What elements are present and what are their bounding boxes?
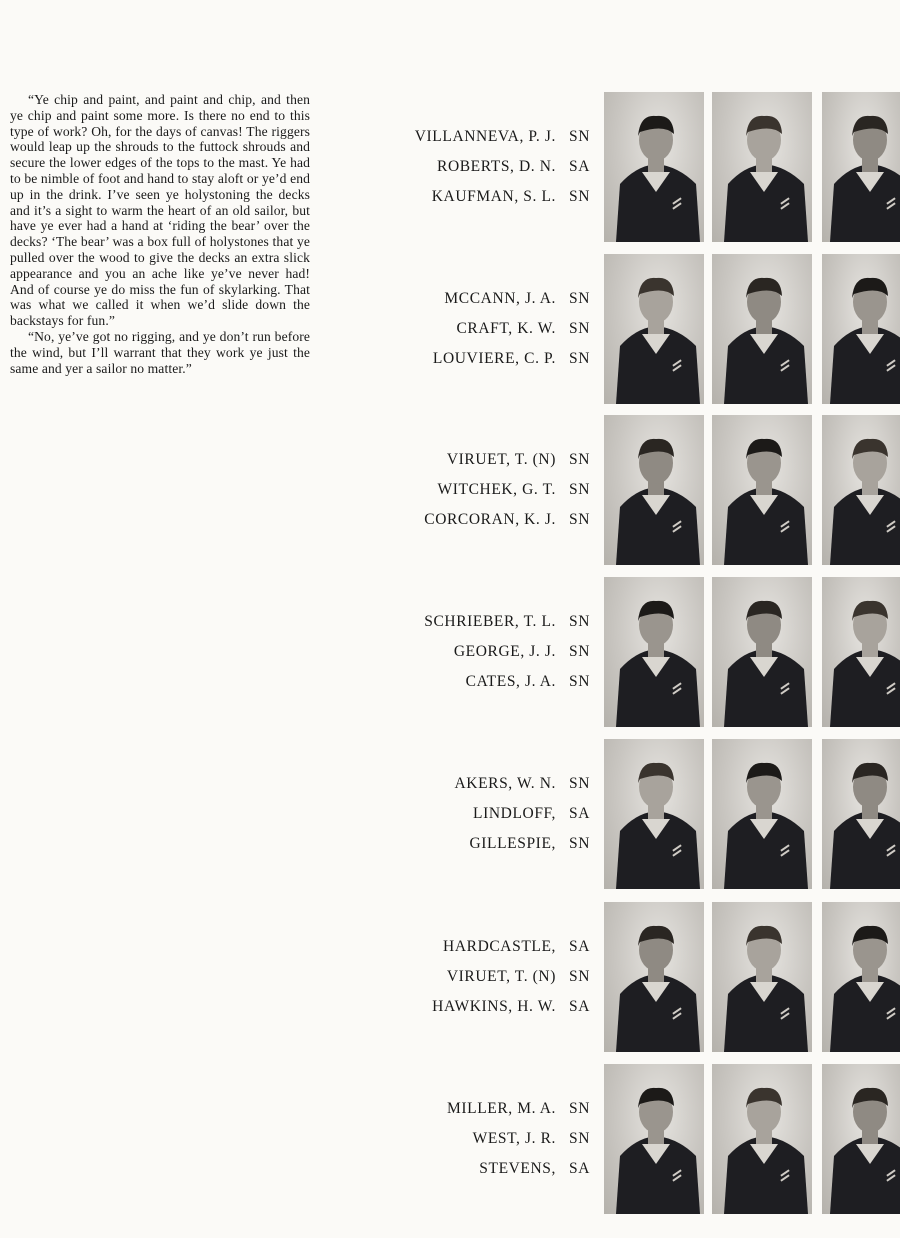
roster-row	[432, 188, 590, 218]
name-list	[350, 1064, 590, 1214]
sailor-name: GILLESPIE,	[469, 835, 556, 852]
sailor-portrait-photo	[822, 92, 900, 242]
name-list	[350, 415, 590, 565]
sailor-rank: SN	[568, 643, 590, 660]
sailor-portrait-photo	[712, 254, 812, 404]
sailor-name: WEST, J. R.	[472, 1130, 556, 1147]
roster-row	[454, 775, 590, 805]
sailor-portrait-photo	[604, 254, 704, 404]
roster-row	[415, 128, 590, 158]
sailor-portrait-photo	[712, 92, 812, 242]
sailor-rank: SN	[568, 290, 590, 307]
roster-row	[438, 481, 590, 511]
sailor-name: VILLANNEVA, P. J.	[414, 128, 556, 145]
sailor-rank: SA	[568, 1160, 590, 1177]
sailor-rank: SN	[568, 673, 590, 690]
sailor-rank: SN	[568, 451, 590, 468]
sailor-name: VIRUET, T. (N)	[446, 968, 556, 985]
sailor-rank: SA	[568, 158, 590, 175]
sailor-name: VIRUET, T. (N)	[446, 451, 556, 468]
sailor-rank: SN	[568, 481, 590, 498]
roster-group	[350, 415, 900, 565]
roster-row	[447, 968, 590, 998]
story-text	[10, 92, 310, 376]
sailor-portrait-photo	[822, 577, 900, 727]
roster-row	[454, 643, 590, 673]
sailor-portrait-photo	[822, 415, 900, 565]
sailor-name: LOUVIERE, C. P.	[432, 350, 556, 367]
story-paragraph-2: “No, ye’ve got no rigging, and ye don’t run before the wind, but I’ll warrant that they work ye just the same and yer a sailor no matter.”	[10, 328, 310, 376]
sailor-rank: SN	[568, 320, 590, 337]
sailor-rank: SN	[568, 1130, 590, 1147]
name-list	[350, 92, 590, 242]
sailor-portrait-photo	[712, 577, 812, 727]
sailor-rank: SN	[568, 350, 590, 367]
sailor-name: CATES, J. A.	[465, 673, 556, 690]
sailor-name: MILLER, M. A.	[447, 1100, 556, 1117]
sailor-portrait-photo	[604, 739, 704, 889]
sailor-portrait-photo	[604, 92, 704, 242]
name-list	[350, 739, 590, 889]
name-list	[350, 902, 590, 1052]
roster-group	[350, 1064, 900, 1214]
sailor-portrait-photo	[712, 415, 812, 565]
story-paragraph-1: “Ye chip and paint, and paint and chip, and then ye chip and paint some more. Is there no end to this type of work? Oh, for the days of canvas! The riggers would leap up the shrouds to the futtock shrouds and secure the lower edges of the tops to the mast. Ye had to be nimble of foot and hand to stay aloft or ye’d end up in the drink. I’ve seen ye holystoning the decks and it’s a sight to warm the heart of an old sailor, but have ye ever had a hand at ‘riding the bear’ over the decks? ‘The bear’ was a box full of holystones that ye pulled over the wood to give the decks an extra slick appearance and you an ache like ye’ve never had! And of course ye do miss the fun of skylarking. That was what we called it when we’d slide down the backstays for fun.”	[10, 92, 310, 329]
sailor-name: CRAFT, K. W.	[456, 320, 556, 337]
sailor-rank: SN	[568, 1100, 590, 1117]
sailor-name: AKERS, W. N.	[454, 775, 556, 792]
name-list	[350, 577, 590, 727]
roster-group	[350, 739, 900, 889]
sailor-rank: SA	[568, 998, 590, 1015]
sailor-rank: SA	[568, 938, 590, 955]
roster-row	[437, 158, 590, 188]
sailor-portrait-photo	[604, 577, 704, 727]
roster-row	[447, 1100, 590, 1130]
roster-row	[473, 1130, 590, 1160]
sailor-rank: SN	[568, 775, 590, 792]
sailor-portrait-photo	[712, 1064, 812, 1214]
sailor-rank: SN	[568, 835, 590, 852]
roster-row	[456, 320, 590, 350]
roster-row	[469, 835, 590, 865]
sailor-portrait-photo	[604, 415, 704, 565]
sailor-name: KAUFMAN, S. L.	[431, 188, 556, 205]
sailor-name: HARDCASTLE,	[443, 938, 556, 955]
sailor-name: HAWKINS, H. W.	[432, 998, 556, 1015]
sailor-portrait-photo	[822, 739, 900, 889]
roster-row	[466, 673, 590, 703]
sailor-rank: SA	[568, 805, 590, 822]
sailor-portrait-photo	[822, 254, 900, 404]
roster-row	[443, 938, 590, 968]
roster-row	[424, 511, 590, 541]
roster-group	[350, 577, 900, 727]
sailor-portrait-photo	[604, 1064, 704, 1214]
sailor-rank: SN	[568, 128, 590, 145]
sailor-name: SCHRIEBER, T. L.	[424, 613, 556, 630]
roster-row	[444, 290, 590, 320]
sailor-portrait-photo	[604, 902, 704, 1052]
roster-group	[350, 902, 900, 1052]
roster-row	[433, 350, 590, 380]
sailor-name: STEVENS,	[479, 1160, 556, 1177]
sailor-portrait-photo	[712, 739, 812, 889]
sailor-name: LINDLOFF,	[473, 805, 556, 822]
sailor-name: WITCHEK, G. T.	[437, 481, 556, 498]
sailor-rank: SN	[568, 188, 590, 205]
roster-group	[350, 92, 900, 242]
sailor-name: ROBERTS, D. N.	[437, 158, 556, 175]
sailor-name: MCCANN, J. A.	[444, 290, 556, 307]
sailor-rank: SN	[568, 968, 590, 985]
sailor-portrait-photo	[712, 902, 812, 1052]
sailor-portrait-photo	[822, 902, 900, 1052]
name-list	[350, 254, 590, 404]
roster-row	[473, 805, 590, 835]
sailor-portrait-photo	[822, 1064, 900, 1214]
roster-row	[479, 1160, 590, 1190]
sailor-rank: SN	[568, 613, 590, 630]
roster-row	[447, 451, 590, 481]
sailor-name: GEORGE, J. J.	[453, 643, 556, 660]
sailor-name: CORCORAN, K. J.	[424, 511, 556, 528]
sailor-rank: SN	[568, 511, 590, 528]
roster-group	[350, 254, 900, 404]
roster-row	[424, 613, 590, 643]
roster-row	[432, 998, 590, 1028]
